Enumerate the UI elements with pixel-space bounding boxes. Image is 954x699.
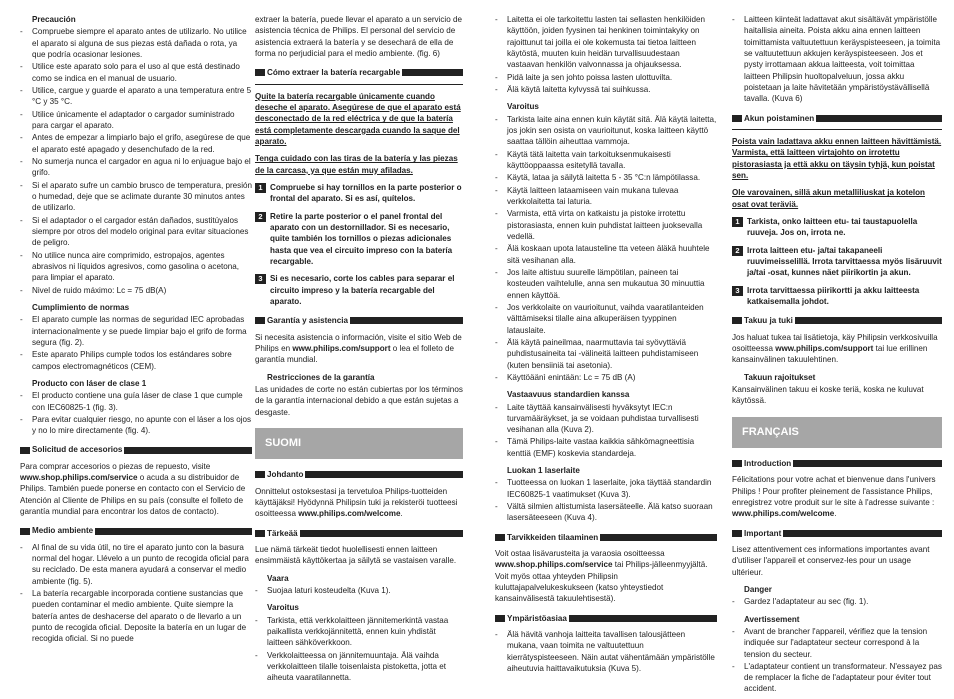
language-banner-francais: FRANÇAIS — [732, 417, 942, 448]
column-2 — [255, 14, 463, 687]
heading-avertissement: Avertissement — [744, 614, 800, 624]
heading-cumplimiento: Cumplimiento de normas — [32, 302, 130, 312]
list-item: - Tuotteessa on luokan 1 laserlaite, joka täyttää standardin IEC60825-1 vaatimukset (Kuva 3). — [495, 477, 717, 500]
heading-laser: Producto con láser de clase 1 — [32, 378, 147, 388]
list-item: - Laitteen kiinteät ladattavat akut sisältävät ympäristölle haitallisia aineita. Poista akku aina ennen laitteen toimittamista valtuutettuun keräyspisteeseen, ja toimita se valtuutettuun akkujen keräyspisteeseen. Jos et pysty irrottamaan akkua laitteesta, voit toimittaa laitteen Philipsin huoltopalveluun, jossa akku poistetaan ja laite hävitetään ympäristöystävällisellä tavalla. (Kuva 6) — [732, 14, 942, 105]
list-item: - Käyttöäänì enintään: Lc = 75 dB (A) — [495, 372, 717, 383]
list-item: - Este aparato Philips cumple todos los estándares sobre campos electromagnéticos (CEM). — [20, 349, 252, 372]
step-item — [255, 273, 463, 307]
paragraph-rajoitukset: Kansainvälinen takuu ei koske teriä, koska ne kuluvat käytössä. — [732, 384, 924, 406]
list-item: - Al final de su vida útil, no tire el aparato junto con la basura normal del hogar. Llévelo a un punto de recogida oficial para su reciclado. De esta manera ayudará a conservar el medio ambiente (fig. 5). — [20, 542, 252, 587]
list-top-fi-2 — [732, 14, 942, 105]
paragraph-introduction: Félicitations pour votre achat et bienvenue dans l'univers Philips ! Pour profiter pleinement de l'assistance Philips, enregistrez votre produit sur le site à l'adresse suivante : www.philips.com/welcome. — [732, 475, 936, 519]
column-3 — [495, 14, 717, 678]
list-vastaavuus — [495, 402, 717, 460]
paragraph-takuu: Jos haluat tukea tai lisätietoja, käy Philipsin verkkosivuilla osoitteessa www.philips.com/support tai lue erillinen kansainvälinen takuulehtinen. — [732, 332, 938, 365]
list-item: - Tämä Philips-laite vastaa kaikkia sähkömagneettisia kenttiä (EMF) koskevia standardeja. — [495, 436, 717, 459]
list-item: - Suojaa laturi kosteudelta (Kuva 1). — [255, 585, 463, 596]
list-item: - Älä käytä laitetta kylvyssä tai suihkussa. — [495, 84, 717, 95]
warning-akun-1: Poista vain ladattava akku ennen laitteen hävittämistä. Varmista, että laitteen virtajohto on irrotettu pistorasiasta ja että akku on täysin tyhjä, kun poistat sen. — [732, 136, 942, 180]
heading-precaucion: Precaución — [32, 15, 76, 24]
warning-extraer-2: Tenga cuidado con las tiras de la batería y las piezas de la carcasa, ya que están muy afiladas. — [255, 154, 458, 175]
list-item: - Vältä silmien altistumista lasersäteelle. Älä katso suoraan lasersäteeseen (Kuva 4). — [495, 501, 717, 524]
list-item: - Älä koskaan upota latausteline tta veteen äläkä huuhtele sitä vesihanan alla. — [495, 243, 717, 266]
language-banner-suomi: SUOMI — [255, 428, 463, 459]
list-item: - El producto contiene una guía láser de clase 1 que cumple con IEC60825-1 (fig. 3). — [20, 390, 252, 413]
list-item: - Compruebe siempre el aparato antes de utilizarlo. No utilice el aparato si alguna de sus piezas está dañada o rota, ya que podría ocasionar lesiones. — [20, 26, 252, 60]
list-item: - No utilice nunca aire comprimido, estropajos, agentes abrasivos ni líquidos agresivos, como gasolina o acetona, para limpiar el aparato. — [20, 250, 252, 284]
link-shop-fi[interactable]: www.shop.philips.com/service — [495, 560, 613, 570]
step-number: 1 — [732, 217, 743, 227]
paragraph-garantia: Si necesita asistencia o información, visite el sitio Web de Philips en www.philips.com/support o lea el folleto de garantía mundial. — [255, 332, 462, 365]
list-item: - Antes de empezar a limpiarlo bajo el grifo, asegúrese de que el aparato esté apagado y desenchufado de la red. — [20, 132, 252, 155]
list-medio — [20, 542, 252, 645]
list-item: - Verkkolaitteessa on jännitemuuntaja. Älä vaihda verkkolaitteen tilalle toisenlaista pistoketta, jotta et aiheuta vaaratilannetta. — [255, 650, 463, 684]
link-support-fi[interactable]: www.philips.com/support — [775, 343, 874, 353]
step-text: Si es necesario, corte los cables para separar el circuito impreso y la batería recargable del aparato. — [270, 274, 455, 306]
list-item: - Si el adaptador o el cargador están dañados, sustitúyalos siempre por otros del modelo original para evitar situaciones de peligro. — [20, 215, 252, 249]
paragraph-tilaaminen: Voit ostaa lisävarusteita ja varaosia osoitteessa www.shop.philips.com/service tai Philips-jälleenmyyjältä. Voit myös ottaa yhteyden Philipsin kuluttajapalvelukeskukseen (katso yhteystiedot kansainvälisestä takuulehtisestä). — [495, 549, 708, 604]
list-item: - Para evitar cualquier riesgo, no apunte con el láser a los ojos y no lo mire directamente (fig. 4). — [20, 414, 252, 437]
step-number: 2 — [732, 246, 743, 256]
list-avertissement — [732, 626, 942, 695]
list-laser — [20, 390, 252, 436]
link-welcome[interactable]: www.philips.com/welcome — [298, 509, 401, 519]
heading-vastaavuus: Vastaavuus standardien kanssa — [507, 390, 630, 400]
step-number: 2 — [255, 212, 266, 222]
list-varoitus-2 — [495, 114, 717, 384]
list-item: - Jos verkkolaite on vaurioitunut, vaihda vaaratilanteiden välttämiseksi tilalle aina alkuperäisen tyyppinen latauslaite. — [495, 302, 717, 336]
column-4 — [732, 14, 942, 699]
list-item: - Käytä laitteen lataamiseen vain mukana tulevaa verkkolaitetta tai laturia. — [495, 185, 717, 208]
step-item — [732, 245, 942, 279]
list-item: - Nivel de ruido máximo: Lc = 75 dB(A) — [20, 285, 252, 296]
divider — [732, 129, 942, 130]
paragraph-johdanto: Onnittelut ostoksestasi ja tervetuloa Philips-tuotteiden käyttäjäksi! Hyödynnä Philipsin tuki ja rekisteröi tuotteesi osoitteessa www.philips.com/welcome. — [255, 486, 458, 519]
list-item: - Utilice, cargue y guarde el aparato a una temperatura entre 5 °C y 35 °C. — [20, 85, 252, 108]
column-1 — [20, 14, 252, 649]
paragraph-important: Lisez attentivement ces informations importantes avant d'utiliser l'appareil et conservez-les pour un usage ultérieur. — [732, 544, 930, 577]
section-extraer: Cómo extraer la batería recargable — [255, 67, 463, 78]
list-item: - La batería recargable incorporada contiene sustancias que pueden contaminar el medio ambiente. Quite siempre la batería antes de deshacerse del aparato o de llevarlo a un punto de recogida oficial. Deposite la batería en un lugar de recogida oficial. Si no puede — [20, 588, 252, 645]
list-item: - Varmista, että virta on katkaistu ja pistoke irrotettu pistorasiasta, ennen kuin puhdistat laitteen juoksevalla vedellä. — [495, 208, 717, 242]
step-text: Retire la parte posterior o el panel frontal del aparato con un destornillador. Si es necesario, quite también los tornillos o piezas adicionales hasta que vea el circuito impreso con la batería recargable. — [270, 211, 453, 266]
section-johdanto: Johdanto — [255, 469, 463, 480]
step-text: Irrota laitteen etu- ja/tai takapaneeli ruuvimeisselillä. Irrota tarvittaessa myös lisäruuvit ja/tai -osat, kunnes näet piirikortin ja akun. — [747, 245, 942, 278]
section-garantia: Garantía y asistencia — [255, 315, 463, 326]
step-number: 3 — [732, 286, 743, 296]
paragraph-restricciones: Las unidades de corte no están cubiertas por los términos de la garantía internacional debido a que están sujetas a desgaste. — [255, 384, 463, 417]
list-item: - Gardez l'adaptateur au sec (fig. 1). — [732, 596, 942, 607]
list-item: - Käytä tätä laitetta vain tarkoituksenmukaisesti käyttöoppaassa esitetyllä tavalla. — [495, 149, 717, 172]
warning-extraer-1: Quite la batería recargable únicamente cuando deseche el aparato. Asegúrese de que el aparato está desconectado de la red eléctrica y de que la batería está completamente descargada cuando la saque del aparato. — [255, 91, 461, 146]
list-item: - Pidä laite ja sen johto poissa lasten ulottuvilta. — [495, 72, 717, 83]
list-item: - Tarkista laite aina ennen kuin käytät sitä. Älä käytä laitetta, jos jokin sen osista on vaurioitunut, koska laitteen käyttö saattaa tällöin aiheuttaa vammoja. — [495, 114, 717, 148]
list-varoitus — [255, 615, 463, 684]
list-item: - Utilice únicamente el adaptador o cargador suministrado para cargar el aparato. — [20, 109, 252, 132]
link-welcome-fr[interactable]: www.philips.com/welcome — [732, 509, 835, 519]
step-item — [732, 285, 942, 308]
list-item: - No sumerja nunca el cargador en agua ni lo enjuague bajo el grifo. — [20, 156, 252, 179]
list-ymparisto — [495, 629, 717, 674]
step-number: 1 — [255, 183, 266, 193]
section-takuu: Takuu ja tuki — [732, 315, 942, 326]
step-text: Tarkista, onko laitteen etu- tai taustapuolella ruuveja. Jos on, irrota ne. — [747, 216, 918, 238]
list-item: - Älä käytä paineilmaa, naarmuttavia tai syövyttäviä puhdistusaineita tai -välineitä laitteen puhdistamiseen (kuten bensiiniä tai asetonia). — [495, 337, 717, 371]
heading-laser-fi: Luokan 1 laserlaite — [507, 466, 580, 476]
list-item: - Utilice este aparato solo para el uso al que está destinado como se indica en el manual de usuario. — [20, 61, 252, 84]
steps-akun — [732, 216, 942, 307]
step-item — [255, 211, 463, 268]
heading-danger: Danger — [744, 584, 772, 594]
paragraph-tarkeaa: Lue nämä tärkeät tiedot huolellisesti ennen laitteen ensimmäistä käyttökertaa ja säilytä se vastaisen varalle. — [255, 544, 457, 566]
list-top-fi — [495, 14, 717, 95]
list-laser-fi — [495, 477, 717, 523]
list-item: - Si el aparato sufre un cambio brusco de temperatura, presión o humedad, deje que se aclimate durante 30 minutos antes de utilizarlo. — [20, 180, 252, 214]
section-important: Important — [732, 528, 942, 539]
list-item: - L'adaptateur contient un transformateur. N'essayez pas de remplacer la fiche de l'adaptateur pour éviter tout accident. — [732, 661, 942, 695]
list-item: - Laitetta ei ole tarkoitettu lasten tai sellasten henkilöiden käyttöön, joiden fyysinen tai henkinen toimintakyky on rajoittunut tai joilla ei ole kokemusta tai tietoa laitteen käytöstä, muuten kuin heidän turvallisuudestaan vastaavan henkilön valvonnassa ja ohjauksessa. — [495, 14, 717, 71]
section-tilaaminen: Tarvikkeiden tilaaminen — [495, 532, 717, 543]
link-shop[interactable]: www.shop.philips.com/service — [20, 473, 138, 483]
link-support[interactable]: www.philips.com/support — [292, 343, 391, 353]
paragraph-solicitud: Para comprar accesorios o piezas de repuesto, visite www.shop.philips.com/service o acuda a su distribuidor de Philips. También puede ponerse en contacto con el Servicio de Atención al Cliente de Philips en su país (consulte el folleto de garantía mundial para encontrar los datos de contacto). — [20, 461, 246, 517]
steps-extraer — [255, 182, 463, 307]
list-item: - Älä hävitä vanhoja laitteita tavallisen talousjätteen mukana, vaan toimita ne valtuutettuun kierrätyspisteeseen. Näin autat vähentämään ympäristölle aiheutuvia haittavaikutuksia (Kuva 5). — [495, 629, 717, 674]
heading-restricciones: Restricciones de la garantía — [267, 372, 375, 382]
list-precaucion — [20, 26, 252, 296]
section-tarkeaa: Tärkeää — [255, 528, 463, 539]
list-item: - Käytä, lataa ja säilytä laitetta 5 - 35 °C:n lämpötilassa. — [495, 172, 717, 183]
paragraph-continuation: extraer la batería, puede llevar el aparato a un servicio de asistencia técnica de Philips. El personal del servicio de asistencia extraerá la batería y se desechará de ella de forma no perjudicial para el medio ambiente. (fig. 6) — [255, 15, 462, 58]
section-ymparisto: Ympäristöasiaa — [495, 613, 717, 624]
heading-varoitus: Varoitus — [267, 603, 299, 613]
list-vaara — [255, 585, 463, 596]
list-item: - Avant de brancher l'appareil, vérifiez que la tension indiquée sur l'adaptateur secteur correspond à la tension du secteur. — [732, 626, 942, 660]
step-item — [732, 216, 942, 239]
step-text: Compruebe si hay tornillos en la parte posterior o frontal del aparato. Si es así, quítelos. — [270, 182, 462, 204]
warning-akun-2: Ole varovainen, sillä akun metalliliuskat ja kotelon osat ovat teräviä. — [732, 188, 925, 209]
list-item: - El aparato cumple las normas de seguridad IEC aprobadas internacionalmente y se puede limpiar bajo el grifo de forma segura (fig. 2). — [20, 314, 252, 348]
section-solicitud: Solicitud de accesorios — [20, 444, 252, 455]
list-danger — [732, 596, 942, 607]
step-number: 3 — [255, 274, 266, 284]
list-cumplimiento — [20, 314, 252, 372]
list-item: - Laite täyttää kansainvälisesti hyväksytyt IEC:n turvamääräykset, ja se voidaan puhdistaa turvallisesti vesihanan alla (Kuva 2). — [495, 402, 717, 436]
section-introduction: Introduction — [732, 458, 942, 469]
step-text: Irrota tarvittaessa piirikortti ja akku laitteesta katkaisemalla johdot. — [747, 285, 920, 306]
divider — [255, 84, 463, 85]
heading-vaara: Vaara — [267, 573, 289, 583]
step-item — [255, 182, 463, 205]
section-medio: Medio ambiente — [20, 525, 252, 536]
list-item: - Jos laite altistuu suurelle lämpötilan, paineen tai kosteuden vaihtelulle, anna sen mukautua 30 minuuttia ennen käyttöä. — [495, 267, 717, 301]
section-akun: Akun poistaminen — [732, 113, 942, 124]
heading-rajoitukset: Takuun rajoitukset — [744, 372, 816, 382]
heading-varoitus-2: Varoitus — [507, 102, 539, 112]
list-item: - Tarkista, että verkkolaitteen jännitemerkintä vastaa paikallista verkkojännitettä, ennen kuin yhdistät laitteen sähköverkkoon. — [255, 615, 463, 649]
